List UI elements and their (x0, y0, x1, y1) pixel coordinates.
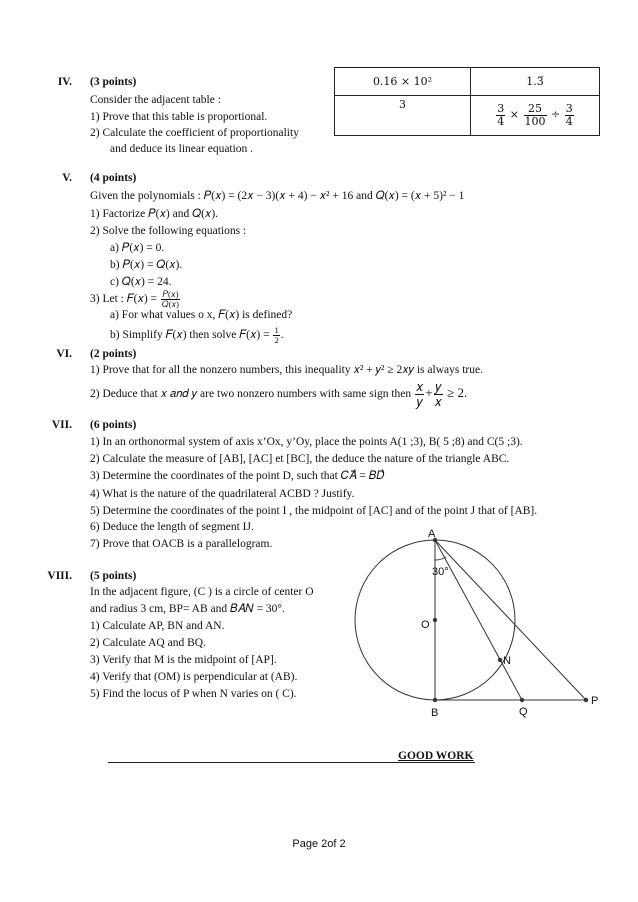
q5-item-3a: a) For what values o x, 𝐹(𝑥) is defined? (110, 309, 293, 321)
q4-intro: Consider the adjacent table : (90, 94, 221, 106)
q5-item-3b (110, 326, 284, 345)
q7-item-5: 5) Determine the coordinates of the point I , the midpoint of [AC] and of the point J that of [AB]. (90, 505, 538, 517)
plus-sign: + (425, 385, 433, 401)
q4-item-2: 2) Calculate the coefficient of proportionality (90, 127, 299, 139)
fx-numerator: 𝑃(𝑥) (162, 289, 179, 299)
label-p: P (591, 695, 599, 707)
segment-aq (435, 540, 522, 700)
proportion-table (334, 67, 600, 136)
q5-number: V. (62, 172, 72, 184)
q8-item-1: 1) Calculate AP, BN and AN. (90, 620, 225, 632)
q8-item-2: 2) Calculate AQ and BQ. (90, 637, 206, 649)
inequality-tail: ≥ 2. (447, 385, 468, 401)
q5-item-2: 2) Solve the following equations : (90, 225, 247, 237)
label-o: O (421, 619, 430, 631)
q5-points: (4 points) (90, 172, 137, 184)
frac1-den: 4 (497, 115, 505, 128)
q7-item-2: 2) Calculate the measure of [AB], [AC] et [BC], the deduce the nature of the triangle ABC. (90, 453, 510, 465)
q8-number: VIII. (47, 570, 72, 582)
divide-sign: ÷ (551, 108, 561, 122)
q8-item-5: 5) Find the locus of P when N varies on ( C). (90, 688, 297, 700)
q7-item-4: 4) What is the nature of the quadrilateral ACBD ? Justify. (90, 488, 355, 500)
q5-item-1: 1) Factorize 𝑃(𝑥) and 𝑄(𝑥). (90, 208, 219, 220)
segment-ap (435, 540, 586, 700)
frac3-num: 3 (565, 102, 573, 116)
good-work: GOOD WORK (398, 750, 474, 762)
frac2-num: 25 (524, 103, 547, 116)
q7-item-6: 6) Deduce the length of segment IJ. (90, 521, 254, 533)
angle-arc (435, 557, 446, 560)
table-cell-r1c2: 1.3̅ (471, 68, 600, 96)
table-cell-r1c1: 0.16 × 10² (335, 68, 471, 96)
point-q (520, 698, 524, 702)
point-o (433, 618, 437, 622)
label-n: N (503, 655, 511, 667)
q6-points: (2 points) (90, 348, 137, 360)
q7-item-1: 1) In an orthonormal system of axis x’Ox, y’Oy, place the points A(1 ;3), B( 5 ;8) and C(5 ;3). (90, 436, 523, 448)
q6-item-2-text: 2) Deduce that 𝑥 𝑎𝑛𝑑 𝑦 are two nonzero numbers with same sign then (90, 388, 412, 401)
label-q: Q (519, 706, 528, 718)
q4-number: IV. (57, 76, 72, 88)
q5-item-3-text: 3) Let : 𝐹(𝑥) = (90, 293, 158, 306)
label-a: A (428, 528, 436, 540)
q5-given: Given the polynomials : 𝑃(𝑥) = (2𝑥 − 3)(𝑥 + 4) − 𝑥² + 16 and 𝑄(𝑥) = (𝑥 + 5)² − 1 (90, 190, 465, 202)
q5-item-2b: b) 𝑃(𝑥) = 𝑄(𝑥). (110, 259, 183, 271)
x-over-y-den: 𝑦 (416, 393, 423, 409)
q5-item-3b-text: b) Simplify 𝐹(𝑥) then solve 𝐹(𝑥) = (110, 329, 270, 342)
page-number: Page 2of 2 (292, 838, 346, 850)
q6-item-1: 1) Prove that for all the nonzero numbers, this inequality 𝑥² + 𝑦² ≥ 2𝑥𝑦 is always true. (90, 364, 483, 376)
label-b: B (431, 707, 439, 719)
signature-line (108, 762, 475, 763)
point-p (584, 698, 588, 702)
q8-item-4: 4) Verify that (OM) is perpendicular at (AB). (90, 671, 298, 683)
q6-item-2 (90, 380, 467, 408)
period: . (280, 329, 284, 342)
frac2-den: 100 (524, 115, 546, 128)
fx-denominator: 𝑄(𝑥) (161, 298, 179, 309)
q6-number: VI. (56, 348, 72, 360)
frac1-num: 3 (497, 102, 505, 116)
q4-points: (3 points) (90, 76, 137, 88)
q5-item-3 (90, 290, 181, 309)
q8-item-3: 3) Verify that M is the midpoint of [AP]. (90, 654, 277, 666)
point-n (498, 658, 502, 662)
y-over-x-num: 𝑦 (435, 379, 442, 394)
q7-item-7: 7) Prove that OACB is a parallelogram. (90, 538, 273, 550)
q7-number: VII. (51, 419, 72, 431)
q8-points: (5 points) (90, 570, 137, 582)
y-over-x-den: 𝑥 (434, 393, 442, 409)
q5-item-2c: c) 𝑄(𝑥) = 24. (110, 276, 172, 288)
times-sign: × (509, 108, 519, 122)
table-cell-r2c2 (471, 96, 600, 136)
q8-line-2: and radius 3 cm, BP= AB and 𝐵𝐴̂𝑁 = 30°. (90, 603, 285, 615)
q7-item-3: 3) Determine the coordinates of the point D, such that 𝐶𝐴⃗ = 𝐵𝐷⃗ (90, 470, 385, 482)
q4-item-1: 1) Prove that this table is proportional. (90, 111, 268, 123)
table-cell-r2c1: 3 (335, 96, 471, 136)
q8-line-1: In the adjacent figure, (C ) is a circle of center O (90, 586, 314, 598)
q4-item-2-cont: and deduce its linear equation . (110, 143, 254, 155)
q7-points: (6 points) (90, 419, 137, 431)
x-over-y-num: 𝑥 (416, 379, 424, 394)
q5-item-2a: a) 𝑃(𝑥) = 0. (110, 242, 165, 254)
circle-figure (318, 520, 618, 720)
half-den: 2 (274, 334, 279, 345)
point-b (433, 698, 437, 702)
half-num: 1 (274, 325, 279, 335)
label-angle: 30° (432, 566, 449, 578)
frac3-den: 4 (565, 115, 573, 128)
